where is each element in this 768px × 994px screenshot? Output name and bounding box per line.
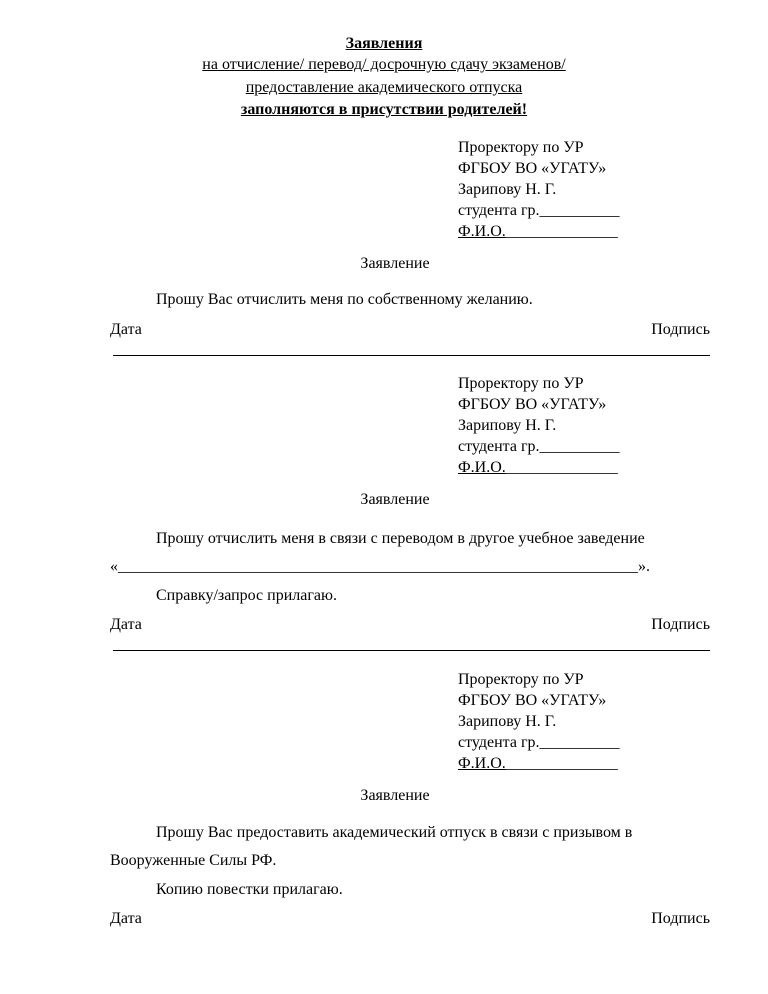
- address-name: Зарипову Н. Г.: [458, 181, 557, 198]
- address-block-3: [458, 670, 620, 775]
- form3-attach: Копию повестки прилагаю.: [156, 881, 343, 898]
- fio-label: Ф.И.О.: [458, 755, 506, 772]
- document-title: Заявления: [345, 35, 423, 52]
- fio-blank: ______________: [505, 223, 618, 240]
- form3-text-line-1: Прошу Вас предоставить академический отпуск в связи с призывом в: [156, 824, 633, 841]
- address-to: Проректору по УР: [458, 671, 584, 688]
- form2-institution-blank: «_________________________________________________________________».: [110, 558, 650, 575]
- application-heading-2: Заявление: [360, 491, 430, 508]
- fio-label: Ф.И.О.: [458, 459, 506, 476]
- signature-label-3: Подпись: [651, 910, 710, 927]
- date-label-1: Дата: [110, 321, 142, 338]
- address-org: ФГБОУ ВО «УГАТУ»: [458, 692, 607, 709]
- subtitle-line-2: предоставление академического отпуска: [245, 79, 523, 96]
- address-name: Зарипову Н. Г.: [458, 417, 557, 434]
- address-org: ФГБОУ ВО «УГАТУ»: [458, 396, 607, 413]
- form3-text-line-2: Вооруженные Силы РФ.: [110, 852, 277, 869]
- address-group: студента гр.__________: [458, 734, 620, 751]
- address-fio: [458, 754, 620, 775]
- address-to: Проректору по УР: [458, 375, 584, 392]
- address-fio: [458, 458, 620, 479]
- address-block-2: [458, 374, 620, 479]
- signature-label-1: Подпись: [651, 321, 710, 338]
- form2-text: Прошу отчислить меня в связи с переводом в другое учебное заведение: [156, 530, 645, 547]
- signature-label-2: Подпись: [651, 616, 710, 633]
- address-name: Зарипову Н. Г.: [458, 713, 557, 730]
- fio-label: Ф.И.О.: [458, 223, 506, 240]
- fio-blank: ______________: [505, 755, 618, 772]
- date-label-2: Дата: [110, 616, 142, 633]
- address-fio: [458, 222, 620, 243]
- address-org: ФГБОУ ВО «УГАТУ»: [458, 160, 607, 177]
- address-group: студента гр.__________: [458, 438, 620, 455]
- form1-text: Прошу Вас отчислить меня по собственному желанию.: [156, 291, 533, 308]
- subtitle-line-1: на отчисление/ перевод/ досрочную сдачу экзаменов/: [202, 56, 566, 73]
- fio-blank: ______________: [505, 459, 618, 476]
- application-heading-1: Заявление: [360, 255, 430, 272]
- separator-1: [113, 355, 710, 356]
- address-block-1: [458, 138, 620, 243]
- parents-notice: заполняются в присутствии родителей!: [240, 101, 528, 118]
- form2-attach: Справку/запрос прилагаю.: [156, 587, 337, 604]
- application-heading-3: Заявление: [360, 787, 430, 804]
- address-group: студента гр.__________: [458, 202, 620, 219]
- separator-2: [113, 650, 710, 651]
- date-label-3: Дата: [110, 910, 142, 927]
- address-to: Проректору по УР: [458, 139, 584, 156]
